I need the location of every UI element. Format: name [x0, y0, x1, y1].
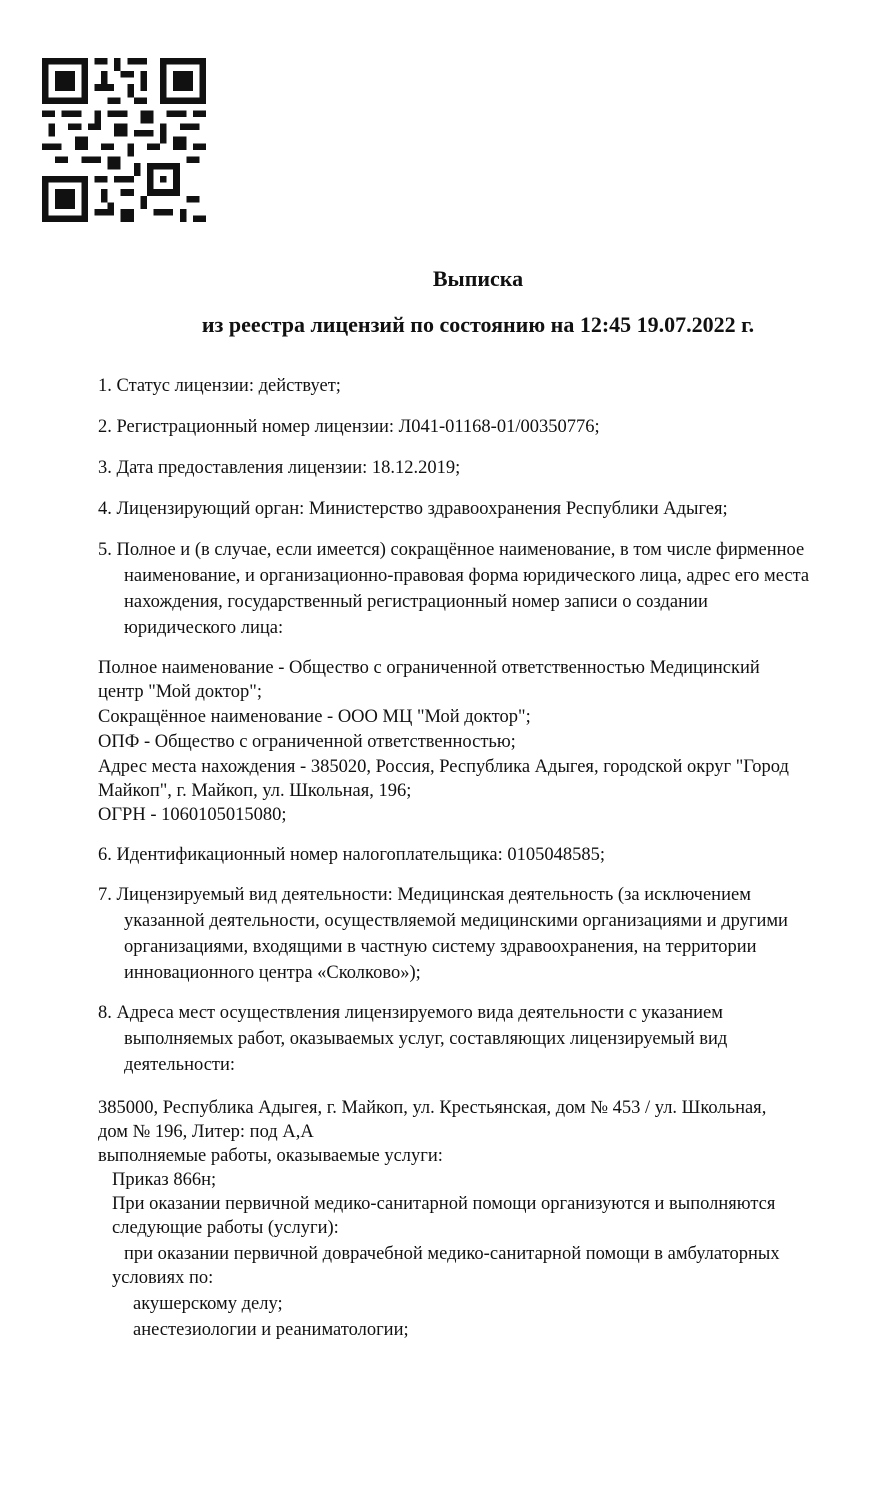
org-full-name: Полное наименование - Общество с ограниченной ответственностью Медицинский: [98, 658, 760, 678]
item-org-heading-line: нахождения, государственный регистрационный номер записи о создании: [124, 592, 708, 612]
service-intro-cont: следующие работы (услуги):: [112, 1218, 339, 1238]
item-inn: 6. Идентификационный номер налогоплательщика: 0105048585;: [98, 845, 606, 865]
org-address: Адрес места нахождения - 385020, Россия, Республика Адыгея, городской округ "Город: [98, 757, 789, 777]
org-address-cont: Майкоп", г. Майкоп, ул. Школьная, 196;: [98, 781, 412, 801]
item-addresses-line: 8. Адреса мест осуществления лицензируемого вида деятельности с указанием: [98, 1003, 723, 1023]
org-full-name-cont: центр "Мой доктор";: [98, 682, 262, 702]
org-legal-form: ОПФ - Общество с ограниченной ответственностью;: [98, 732, 516, 752]
activity-address-cont: дом № 196, Литер: под А,А: [98, 1122, 314, 1142]
service-list-item: анестезиологии и реаниматологии;: [133, 1320, 409, 1340]
document-subtitle: из реестра лицензий по состоянию на 12:45 19.07.2022 г.: [201, 312, 755, 337]
service-list-item: акушерскому делу;: [133, 1294, 283, 1314]
item-activity-line: организациями, входящими в частную систему здравоохранения, на территории: [124, 937, 757, 957]
item-license-date: 3. Дата предоставления лицензии: 18.12.2019;: [98, 458, 461, 478]
service-intro: При оказании первичной медико-санитарной помощи организуются и выполняются: [112, 1194, 776, 1214]
org-ogrn: ОГРН - 1060105015080;: [98, 805, 287, 825]
org-short-name: Сокращённое наименование - ООО МЦ "Мой доктор";: [98, 707, 531, 727]
document-title: Выписка: [432, 266, 524, 291]
item-org-heading-line: наименование, и организационно-правовая форма юридического лица, адрес его места: [124, 566, 810, 586]
item-activity-line: указанной деятельности, осуществляемой медицинскими организациями и другими: [124, 911, 788, 931]
item-activity-line: 7. Лицензируемый вид деятельности: Медицинская деятельность (за исключением: [98, 885, 751, 905]
item-addresses-line: выполняемых работ, оказываемых услуг, составляющих лицензируемый вид: [124, 1029, 728, 1049]
services-heading: выполняемые работы, оказываемые услуги:: [98, 1146, 443, 1166]
qr-code: [42, 58, 206, 222]
item-license-status: 1. Статус лицензии: действует;: [98, 376, 341, 396]
item-org-heading-line: юридического лица:: [124, 618, 284, 638]
activity-address: 385000, Республика Адыгея, г. Майкоп, ул. Крестьянская, дом № 453 / ул. Школьная,: [98, 1098, 767, 1118]
service-sub-cont: условиях по:: [112, 1268, 214, 1288]
item-org-heading-line: 5. Полное и (в случае, если имеется) сокращённое наименование, в том числе фирменное: [98, 540, 805, 560]
service-order: Приказ 866н;: [112, 1170, 217, 1190]
item-licensing-authority: 4. Лицензирующий орган: Министерство здравоохранения Республики Адыгея;: [98, 499, 728, 519]
item-addresses-line: деятельности:: [124, 1055, 236, 1075]
item-activity-line: инновационного центра «Сколково»);: [124, 963, 421, 983]
service-sub: при оказании первичной доврачебной медико-санитарной помощи в амбулаторных: [124, 1244, 780, 1264]
item-license-number: 2. Регистрационный номер лицензии: Л041-01168-01/00350776;: [98, 417, 600, 437]
